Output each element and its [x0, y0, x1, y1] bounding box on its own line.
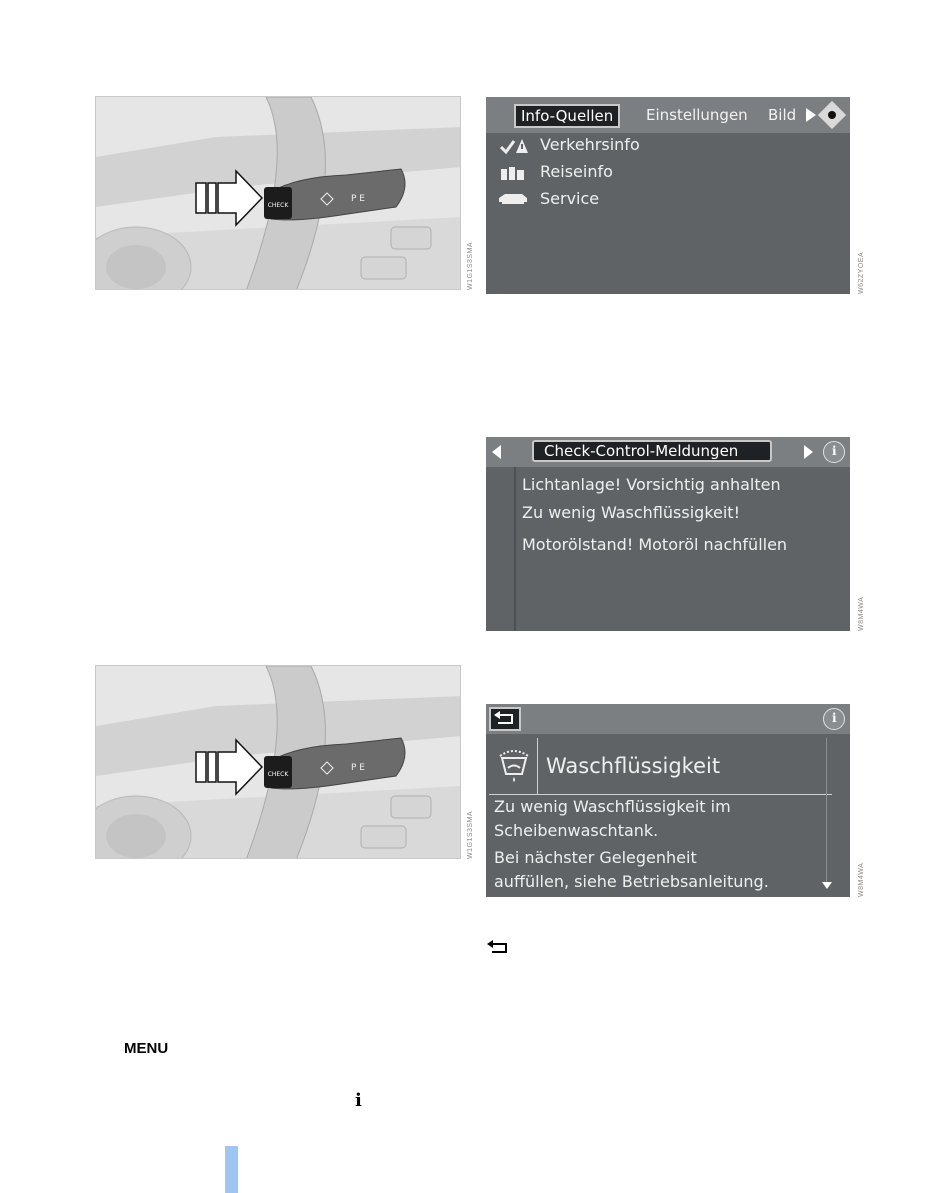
- detail-line-2: Scheibenwaschtank.: [494, 821, 659, 840]
- detail-line-3: Bei nächster Gelegenheit: [494, 848, 697, 867]
- left-margin-divider: [514, 467, 516, 631]
- stalk-illustration: [96, 97, 461, 290]
- info-symbol: i: [355, 1090, 362, 1111]
- back-arrow-symbol-icon: [486, 940, 510, 956]
- scroll-down-icon[interactable]: [822, 882, 832, 889]
- message-motoroelstand[interactable]: Motorölstand! Motoröl nachfüllen: [522, 535, 788, 554]
- check-label: CHECK: [267, 202, 289, 209]
- detail-top-bar: [486, 704, 850, 734]
- message-waschfluessigkeit[interactable]: Zu wenig Waschflüssigkeit!: [522, 503, 740, 522]
- photo-code-2: W62ZYOEA: [858, 251, 865, 294]
- check-label: CHECK: [267, 771, 289, 778]
- page-edge-marker: [225, 1146, 238, 1193]
- info-icon[interactable]: i: [823, 708, 845, 730]
- info-icon[interactable]: i: [823, 441, 845, 463]
- detail-screen: [486, 704, 850, 897]
- service-icon: [498, 192, 528, 206]
- tab-bild[interactable]: Bild: [768, 106, 797, 124]
- p-label: P E: [351, 194, 365, 204]
- tab-info-quellen[interactable]: Info-Quellen: [514, 104, 620, 128]
- message-lichtanlage[interactable]: Lichtanlage! Vorsichtig anhalten: [522, 475, 781, 494]
- photo-code-4: W1G1S3SMA: [467, 810, 474, 859]
- menu-item-verkehrsinfo[interactable]: Verkehrsinfo: [540, 135, 640, 154]
- detail-line-1: Zu wenig Waschflüssigkeit im: [494, 797, 731, 816]
- scroll-right-icon[interactable]: [806, 108, 816, 122]
- washer-fluid-icon: [498, 748, 530, 784]
- photo-code-1: W1G1S3SMA: [467, 241, 474, 290]
- photo-code-5: W8M4WA: [858, 862, 865, 897]
- travel-info-icon: [500, 165, 526, 181]
- menu-item-reiseinfo[interactable]: Reiseinfo: [540, 162, 613, 181]
- menu-item-service[interactable]: Service: [540, 189, 600, 208]
- p-label: P E: [351, 763, 365, 773]
- back-button[interactable]: [489, 707, 521, 731]
- traffic-info-icon: [500, 137, 528, 155]
- stalk-photo-top: [95, 96, 461, 290]
- stalk-illustration: [96, 666, 461, 859]
- check-control-screen: [486, 437, 850, 631]
- tab-einstellungen[interactable]: Einstellungen: [646, 106, 748, 124]
- back-arrow-icon: [492, 709, 520, 729]
- scrollbar-track[interactable]: [820, 738, 827, 888]
- detail-heading: Waschflüssigkeit: [546, 754, 721, 778]
- info-sources-screen: [486, 97, 850, 294]
- scroll-right-icon[interactable]: [804, 445, 813, 459]
- scroll-left-icon[interactable]: [492, 445, 501, 459]
- check-control-title-text: Check-Control-Meldungen: [544, 442, 739, 460]
- detail-line-4: auffüllen, siehe Betriebsanleitung.: [494, 872, 769, 891]
- photo-code-3: W8M4WA: [858, 596, 865, 631]
- menu-button-label: MENU: [124, 1040, 169, 1057]
- stalk-photo-bottom: [95, 665, 461, 859]
